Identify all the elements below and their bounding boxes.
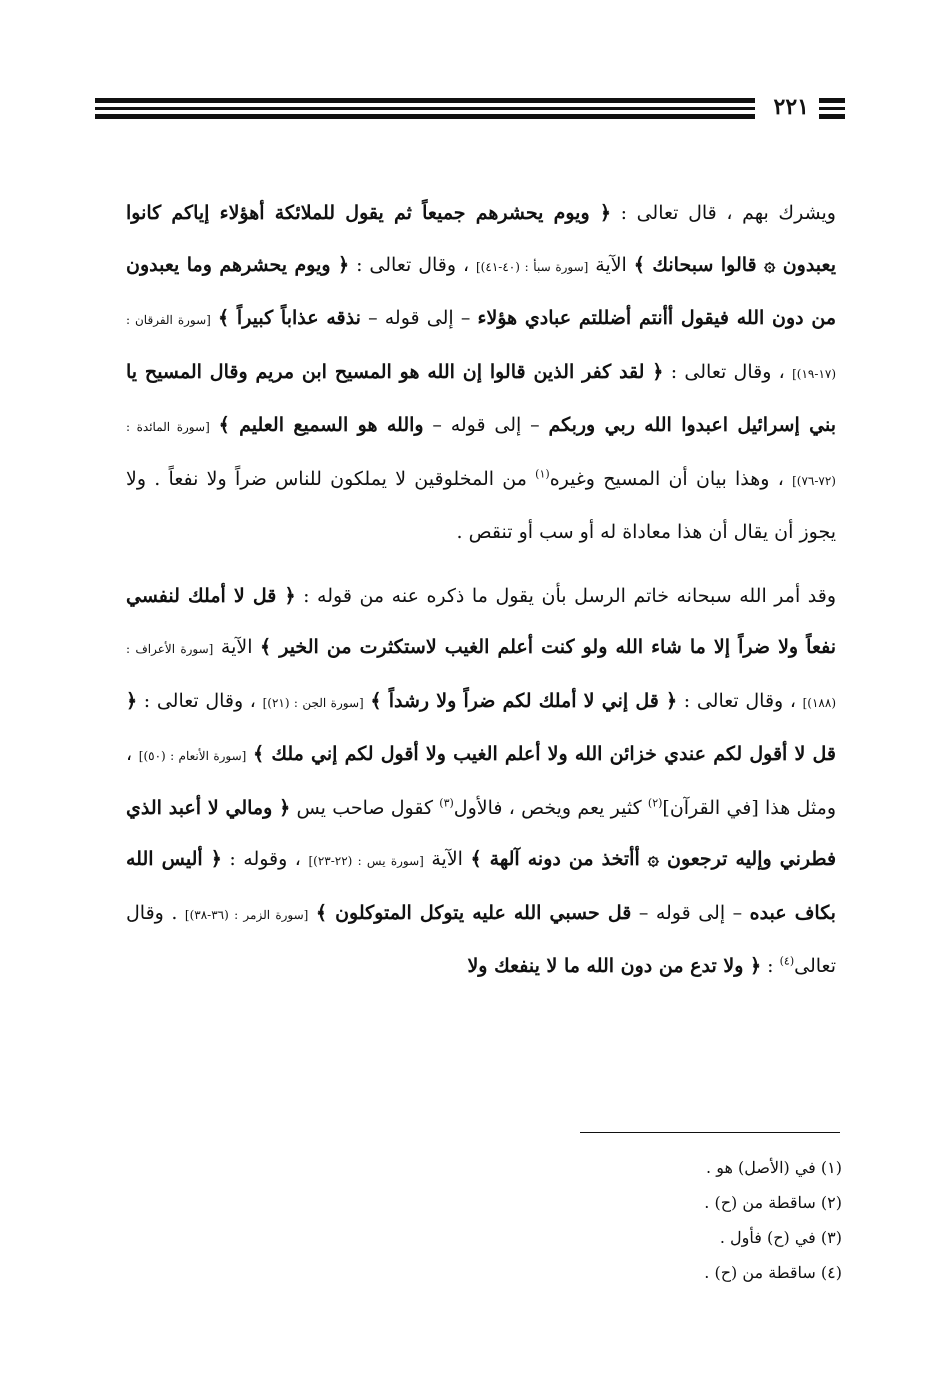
header-rule-right-bottom — [819, 114, 845, 119]
text-run: ، وقوله : — [221, 848, 309, 870]
text-run: وقد أمر الله سبحانه خاتم الرسل بأن يقول ما ذكره عنه من قوله : — [295, 584, 836, 607]
text-run: ، ومثل هذا [في القرآن] — [126, 743, 836, 819]
text-run: – إلى قوله – — [631, 901, 750, 924]
page-number: ٢٢١ — [768, 92, 815, 122]
header-rule-right-top — [819, 98, 845, 103]
text-run: كثير يعم ويخص ، فالأول — [453, 796, 648, 819]
quran-verse: ﴿ ومالي لا أعبد الذي فطرني وإليه ترجعون ۞ أأتخذ من دونه آلهة ﴾ — [126, 796, 837, 870]
footnote-4: (٤) ساقطة من (ح) . — [704, 1263, 842, 1282]
footnote-marker: (١) — [535, 467, 550, 481]
text-run: : — [761, 955, 780, 977]
text-run: من المخلوقين لا يملكون للناس ضراً ولا نفعاً . ولا يجوز أن يقال أن هذا معاداة له أو سب أو تنقص . — [126, 467, 836, 543]
text-run: الآية — [588, 253, 634, 276]
header-rule-thick — [95, 98, 755, 103]
verse-citation: [سورة الفرقان : (١٧-١٩)] — [126, 313, 837, 381]
paragraph-1 — [126, 188, 836, 559]
quran-verse: ﴿ لقد كفر الذين قالوا إن الله هو المسيح ابن مريم وقال المسيح يا بني إسرائيل اعبدوا الله ربي وربكم — [126, 360, 837, 436]
header-rule-right-mid — [819, 107, 845, 110]
paragraph-2 — [126, 571, 836, 993]
text-run: ، وقال تعالى : — [137, 689, 263, 712]
footnote-2: (٢) ساقطة من (ح) . — [704, 1193, 842, 1212]
text-run — [308, 902, 316, 924]
text-run: الآية — [423, 848, 471, 870]
footnote-separator — [580, 1132, 840, 1133]
text-run: – إلى قوله – — [423, 414, 549, 436]
text-run: ، وقال تعالى : — [349, 253, 476, 276]
verse-citation: [سورة يس : (٢٢-٢٣)] — [308, 854, 424, 868]
quran-verse: ﴿ ويوم يحشرهم وما يعبدون من دون الله فيقول أأنتم أضللتم عبادي هؤلاء — [126, 253, 836, 329]
quran-verse: قل حسبي الله عليه يتوكل المتوكلون ﴾ — [315, 901, 632, 924]
text-run: كقول صاحب يس — [290, 796, 440, 819]
quran-verse: ﴿ ولا تدع من دون الله ما لا ينفعك ولا — [467, 955, 762, 977]
verse-citation: [سورة الجن : (٢١)] — [262, 695, 364, 710]
header-rule-bottom — [95, 114, 755, 119]
quran-verse: ﴿ قل إني لا أملك لكم ضراً ولا رشداً ﴾ — [370, 689, 678, 712]
main-text — [126, 188, 836, 993]
quran-verse: نذقه عذاباً كبيراً ﴾ — [218, 307, 361, 329]
quran-verse: ﴿ ويوم يحشرهم جميعاً ثم يقول للملائكة أهؤلاء إياكم كانوا يعبدون ۞ قالوا سبحانك ﴾ — [126, 202, 836, 276]
verse-citation: [سورة الأنعام : (٥٠)] — [138, 749, 247, 763]
text-run: ، وقال تعالى : — [663, 360, 793, 383]
text-run: . وقال تعالى — [126, 901, 836, 977]
quran-verse: والله هو السميع العليم ﴾ — [218, 414, 424, 436]
footnote-marker: (٢) — [647, 796, 663, 810]
quran-verse: ﴿ قل لا أقول لكم عندي خزائن الله ولا أعلم الغيب ولا أقول لكم إني ملك ﴾ — [126, 689, 837, 765]
footnote-marker: (٣) — [439, 796, 454, 810]
text-run — [211, 307, 218, 329]
text-run: الآية — [213, 636, 260, 658]
verse-citation: [سورة سبأ : (٤٠-٤١)] — [476, 259, 589, 274]
page-header — [95, 92, 845, 126]
footnote-marker: (٤) — [779, 954, 795, 968]
text-run: – إلى قوله – — [360, 307, 478, 329]
footnote-3: (٣) في (ح) فأول . — [719, 1228, 842, 1247]
text-run: ، وهذا بيان أن المسيح وغيره — [549, 467, 793, 490]
text-run: ويشرك بهم ، قال تعالى : — [610, 202, 836, 224]
header-rule-mid — [95, 107, 755, 110]
footnotes — [560, 1150, 842, 1290]
text-run: ، وقال تعالى : — [677, 689, 803, 712]
text-run — [246, 743, 253, 765]
verse-citation: [سورة الأعراف : (١٨٨)] — [126, 642, 837, 710]
text-run — [210, 414, 219, 436]
quran-verse: ﴿ قل لا أملك لنفسي نفعاً ولا ضراً إلا ما شاء الله ولو كنت أعلم الغيب لاستكثرت من الخير ﴾ — [126, 584, 837, 658]
quran-verse: ﴿ أليس الله بكاف عبده — [126, 848, 836, 924]
verse-citation: [سورة المائدة : (٧٢-٧٦)] — [126, 420, 836, 488]
footnote-1: (١) في (الأصل) هو . — [706, 1158, 842, 1177]
verse-citation: [سورة الزمر : (٣٦-٣٨)] — [184, 907, 309, 922]
